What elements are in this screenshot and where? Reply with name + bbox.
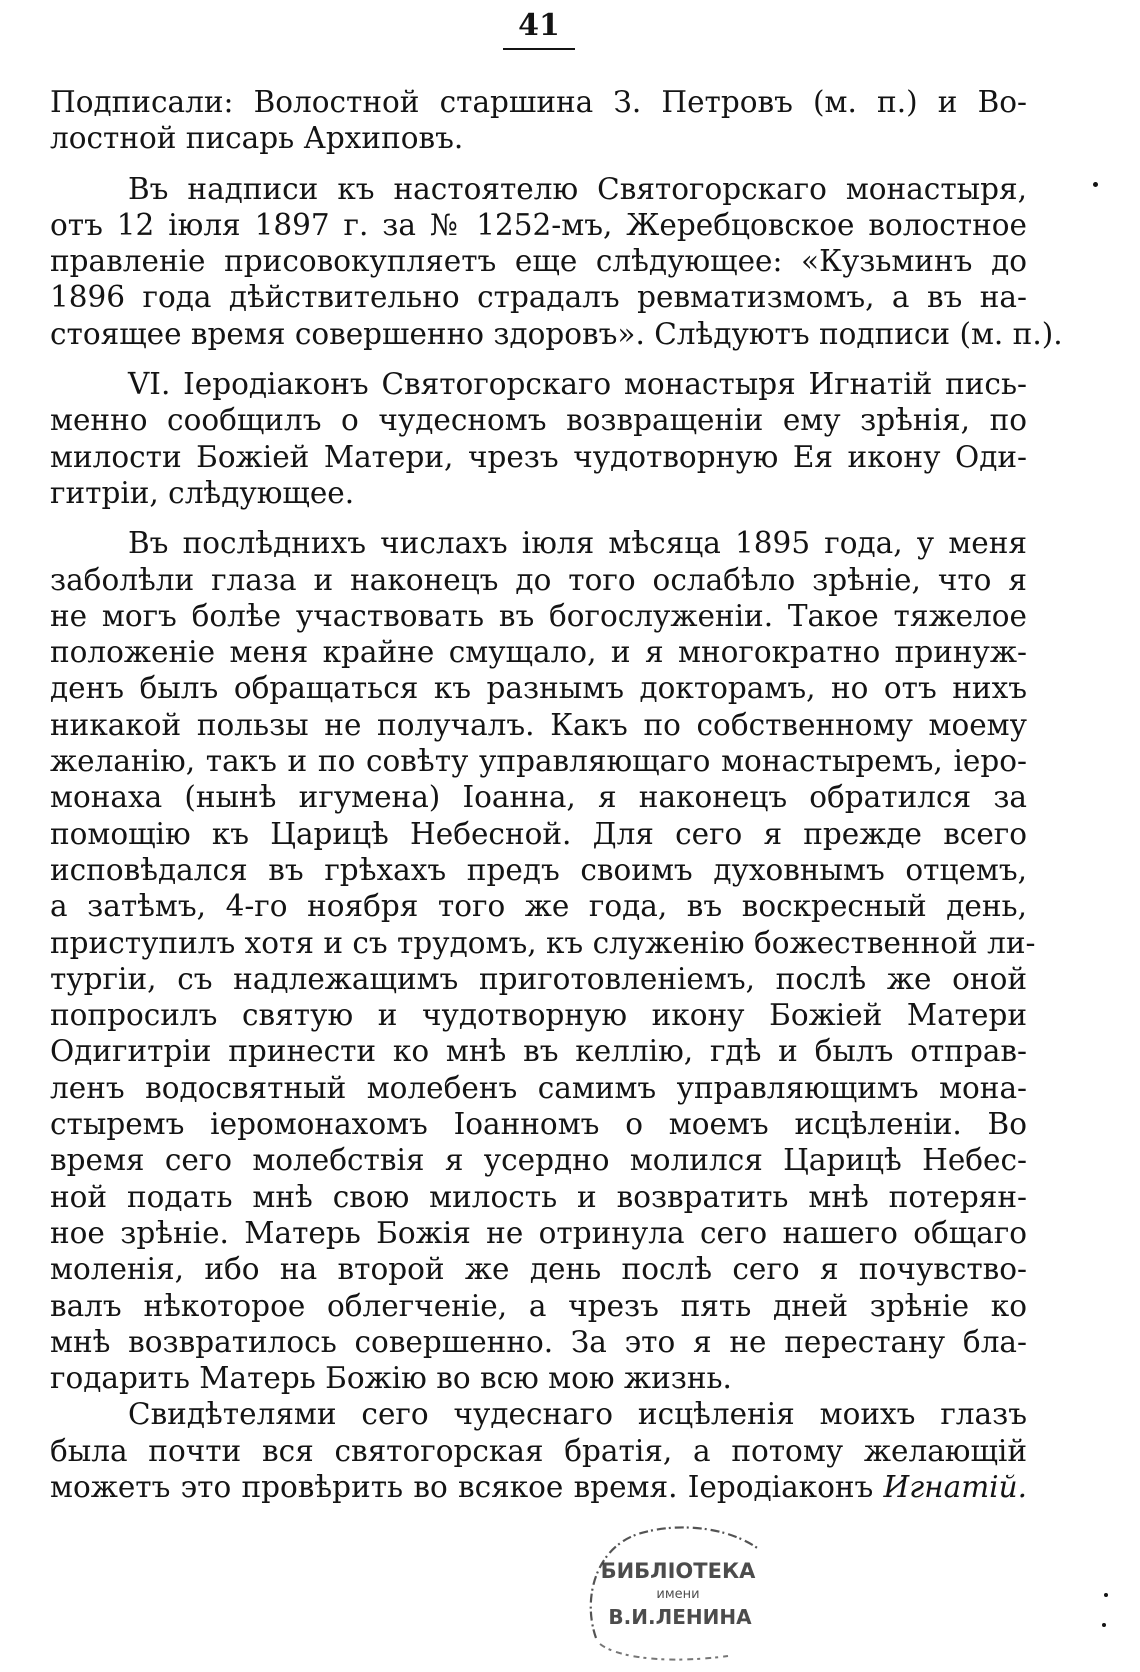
stamp-line-1: БИБЛІОТЕКА — [600, 1559, 756, 1583]
ink-speck — [1102, 1623, 1106, 1627]
text-line: милости Божіей Матери, чрезъ чудотворную Ея икону Оди- — [50, 439, 1027, 474]
text-line: никакой пользы не получалъ. Какъ по собственному моему — [50, 707, 1027, 742]
text-line: валъ нѣкоторое облегченіе, а чрезъ пять дней зрѣніе ко — [50, 1288, 1027, 1323]
text-line: монаха (нынѣ игумена) Іоанна, я наконецъ обратился за — [50, 780, 1027, 815]
text-line: Свидѣтелями сего чудеснаго исцѣленія моихъ глазъ — [128, 1397, 1027, 1432]
text-line: отъ 12 іюля 1897 г. за № 1252-мъ, Жеребцовское волостное — [50, 207, 1027, 242]
text-line: моленія, ибо на второй же день послѣ сего я почувство- — [50, 1252, 1027, 1287]
text-line: тургіи, съ надлежащимъ приготовленіемъ, послѣ же оной — [50, 961, 1027, 996]
text-line: гитріи, слѣдующее. — [50, 475, 355, 510]
text-line: помощію къ Царицѣ Небесной. Для сего я прежде всего — [50, 816, 1027, 851]
text-line: ной подать мнѣ свою милость и возвратить мнѣ потерян- — [50, 1179, 1027, 1214]
text-line: денъ былъ обращаться къ разнымъ докторамъ, но отъ нихъ — [50, 671, 1027, 706]
text-line: Одигитріи принести ко мнѣ въ келлію, гдѣ и былъ отправ- — [50, 1034, 1027, 1069]
text-line: Въ надписи къ настоятелю Святогорскаго монастыря, — [128, 171, 1027, 206]
text-line: правленіе присовокупляетъ еще слѣдующее: «Кузьминъ до — [50, 244, 1027, 279]
stamp-line-2: имени — [656, 1587, 700, 1602]
page-number: 41 — [503, 8, 575, 50]
final-line-text: можетъ это провѣрить во всякое время. Іеродіаконъ — [50, 1469, 884, 1504]
text-line: стыремъ іеромонахомъ Іоанномъ о моемъ исцѣленіи. Во — [50, 1107, 1027, 1142]
text-line: VI. Іеродіаконъ Святогорскаго монастыря Игнатій пись- — [128, 367, 1027, 402]
text-line-final — [50, 1469, 1027, 1505]
text-line: ленъ водосвятный молебенъ самимъ управляющимъ мона- — [50, 1070, 1027, 1105]
text-line: исповѣдался въ грѣхахъ предъ своимъ духовнымъ отцемъ, — [50, 852, 1027, 887]
library-stamp — [578, 1518, 778, 1668]
text-line: была почти вся святогорская братія, а потому желающій — [50, 1433, 1027, 1468]
text-line: а затѣмъ, 4-го ноября того же года, въ воскресный день, — [50, 889, 1027, 924]
ink-speck — [1104, 1593, 1108, 1597]
text-line: попросилъ святую и чудотворную икону Божіей Матери — [50, 998, 1027, 1033]
ink-speck — [1093, 182, 1098, 187]
text-line: менно сообщилъ о чудесномъ возвращеніи ему зрѣнія, по — [50, 403, 1027, 438]
text-line: Въ послѣднихъ числахъ іюля мѣсяца 1895 года, у меня — [128, 526, 1027, 561]
text-line: приступилъ хотя и съ трудомъ, къ служенію божественной ли- — [50, 925, 1036, 960]
text-line: Подписали: Волостной старшина З. Петровъ (м. п.) и Во- — [50, 85, 1027, 119]
text-line: время сего молебствія я усердно молился Царицѣ Небес- — [50, 1143, 1027, 1178]
paragraph-signatories — [50, 84, 1027, 157]
text-line: положеніе меня крайне смущало, и я многократно принуж- — [50, 635, 1027, 670]
text-line: мнѣ возвратилось совершенно. За это я не перестану бла- — [50, 1324, 1027, 1359]
text-line: лостной писарь Архиповъ. — [50, 121, 464, 156]
paragraph-section-vi — [50, 366, 1027, 511]
paragraph-testimony — [50, 525, 1036, 1396]
text-line: не могъ болѣе участвовать въ богослуженіи. Такое тяжелое — [50, 598, 1027, 633]
text-line: 1896 года дѣйствительно страдалъ ревматизмомъ, а въ на- — [50, 280, 1027, 315]
text-line: годарить Матерь Божію во всю мою жизнь. — [50, 1361, 732, 1396]
text-line: желанію, такъ и по совѣту управляющаго монастыремъ, іеро- — [50, 744, 1027, 779]
text-line: ное зрѣніе. Матерь Божія не отринула сего нашего общаго — [50, 1215, 1027, 1250]
paragraph-witnesses — [50, 1396, 1027, 1505]
body-text — [50, 84, 1063, 1505]
paragraph-inscription — [50, 171, 1063, 352]
text-line: заболѣли глаза и наконецъ до того ослабѣло зрѣніе, что я — [50, 562, 1027, 597]
signature-name: Игнатій. — [883, 1469, 1027, 1504]
text-line: стоящее время совершенно здоровъ». Слѣдуютъ подписи (м. п.). — [50, 316, 1063, 351]
stamp-line-3: В.И.ЛЕНИНА — [608, 1605, 752, 1629]
